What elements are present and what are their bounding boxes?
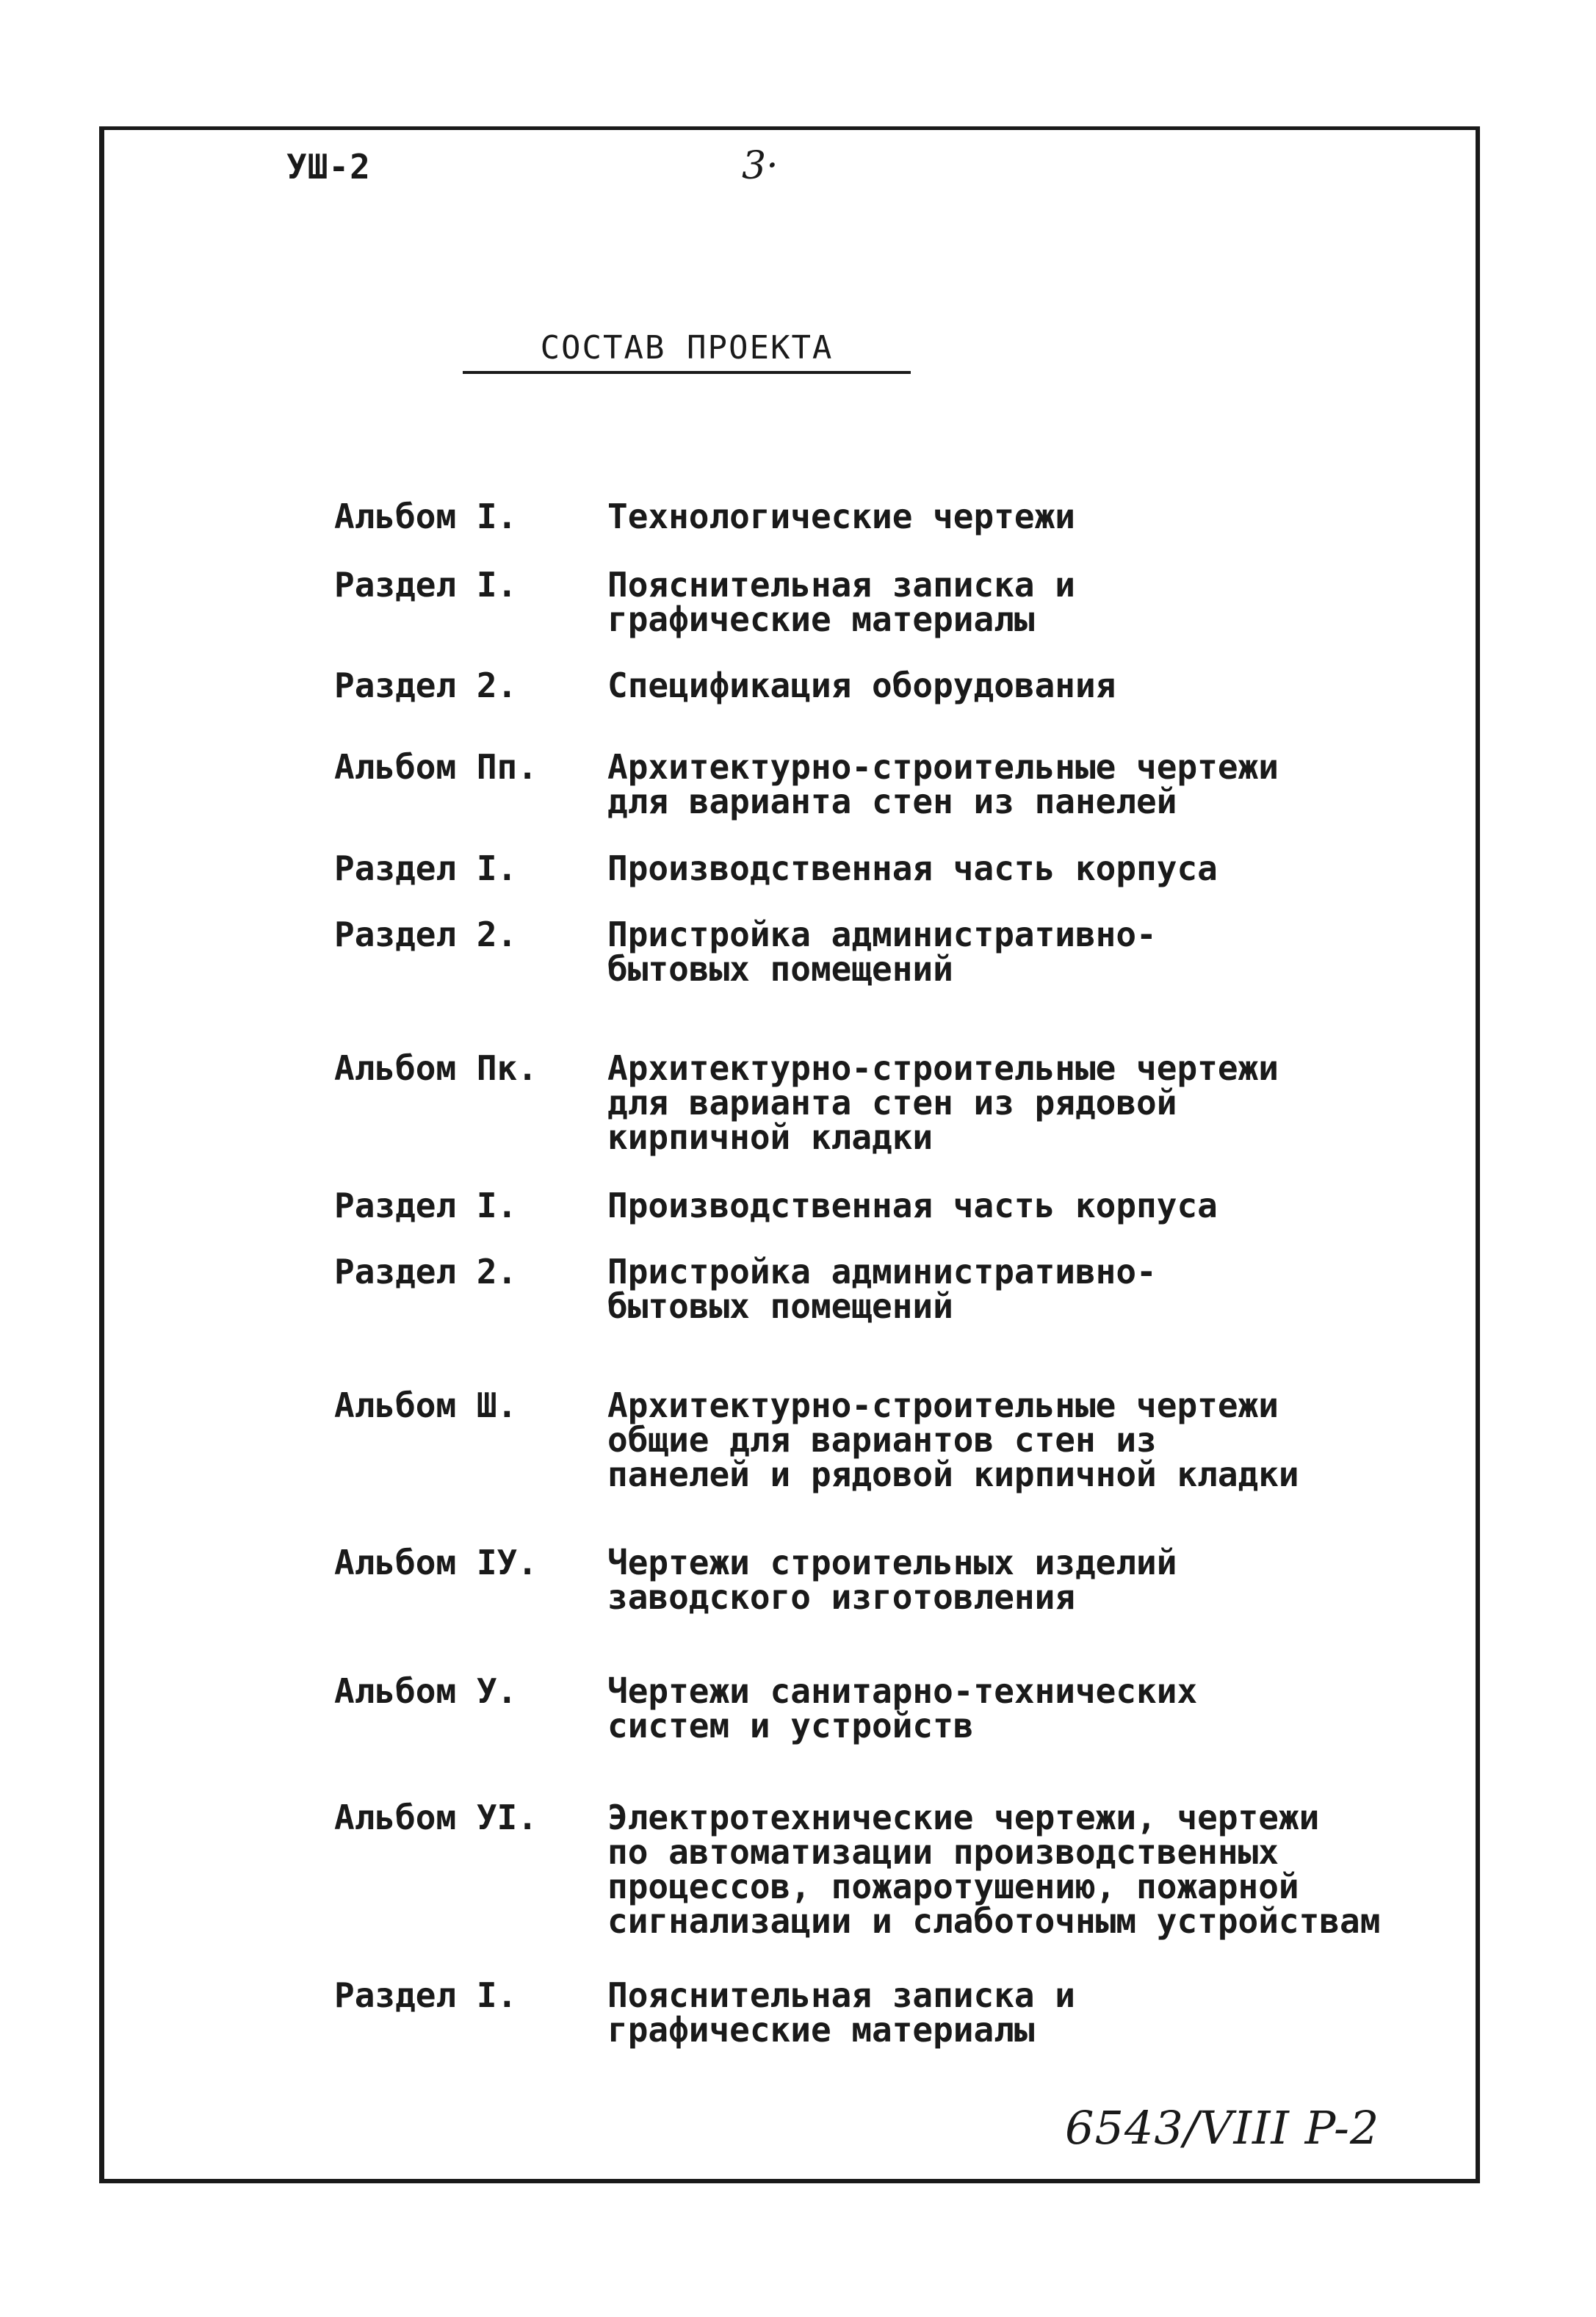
page-title: СОСТАВ ПРОЕКТА <box>463 329 911 374</box>
list-item <box>334 1671 1436 1745</box>
entry-label: Раздел I. <box>334 1975 518 2015</box>
document-code: УШ-2 <box>286 147 371 187</box>
list-item <box>334 1385 1436 1494</box>
entry-description: Архитектурно-строительные чертежи для варианта стен из рядовой кирпичной кладки <box>607 1048 1279 1157</box>
entry-description: Производственная часть корпуса <box>607 848 1218 888</box>
entry-label: Раздел 2. <box>334 1252 518 1291</box>
list-item <box>334 747 1436 821</box>
list-item <box>334 1252 1436 1326</box>
entry-description: Спецификация оборудования <box>607 666 1116 705</box>
entry-label: Альбом У. <box>334 1671 518 1711</box>
list-item <box>334 1798 1436 1941</box>
entry-description: Чертежи строительных изделий заводского изготовления <box>607 1543 1177 1617</box>
entry-description: Чертежи санитарно-технических систем и устройств <box>607 1671 1198 1745</box>
list-item <box>334 666 1436 705</box>
list-item <box>334 848 1436 888</box>
contents-list <box>334 497 1436 2050</box>
entry-label: Альбом IУ. <box>334 1543 538 1582</box>
entry-description: Архитектурно-строительные чертежи для варианта стен из панелей <box>607 747 1279 821</box>
entry-label: Альбом Ш. <box>334 1385 518 1425</box>
entry-label: Раздел 2. <box>334 666 518 705</box>
list-item <box>334 1186 1436 1225</box>
list-item <box>334 565 1436 639</box>
entry-label: Альбом Пк. <box>334 1048 538 1088</box>
entry-description: Технологические чертежи <box>607 497 1075 536</box>
page-number: 3· <box>742 144 779 188</box>
list-item <box>334 497 1436 536</box>
entry-description: Производственная часть корпуса <box>607 1186 1218 1225</box>
entry-label: Раздел I. <box>334 848 518 888</box>
entry-description: Пристройка административно- бытовых помещений <box>607 1252 1157 1326</box>
handwritten-stamp: 6543/VIII P-2 <box>1065 2101 1380 2155</box>
entry-label: Альбом I. <box>334 497 518 536</box>
list-item <box>334 1048 1436 1157</box>
list-item <box>334 915 1436 989</box>
entry-label: Альбом Пп. <box>334 747 538 787</box>
entry-description: Пояснительная записка и графические материалы <box>607 1975 1075 2050</box>
entry-description: Пояснительная записка и графические материалы <box>607 565 1075 639</box>
entry-description: Электротехнические чертежи, чертежи по автоматизации производственных процессов, пожаротушению, пожарной сигнализации и слаботочным устройствам <box>607 1798 1381 1941</box>
entry-label: Альбом УI. <box>334 1798 538 1837</box>
entry-description: Пристройка административно- бытовых помещений <box>607 915 1157 989</box>
entry-label: Раздел 2. <box>334 915 518 954</box>
list-item <box>334 1975 1436 2050</box>
entry-label: Раздел I. <box>334 565 518 605</box>
list-item <box>334 1543 1436 1617</box>
entry-description: Архитектурно-строительные чертежи общие для вариантов стен из панелей и рядовой кирпичной кладки <box>607 1385 1299 1494</box>
entry-label: Раздел I. <box>334 1186 518 1225</box>
